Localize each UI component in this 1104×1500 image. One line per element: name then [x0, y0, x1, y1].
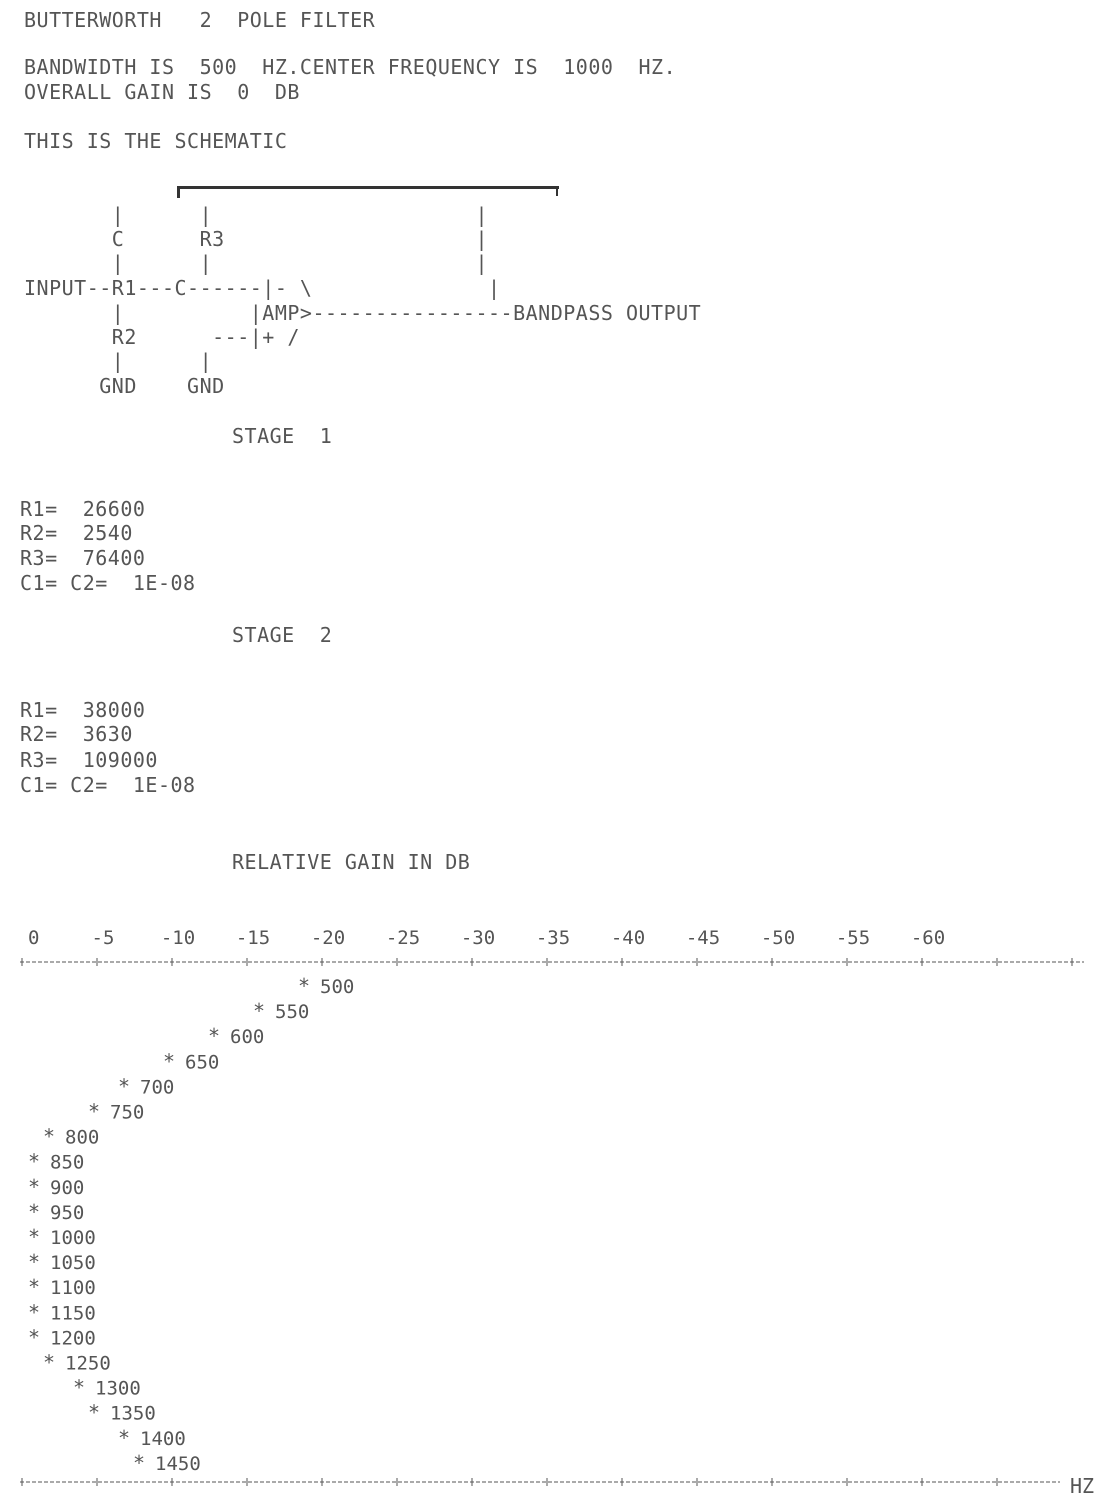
- x-tick-label: -50: [760, 927, 796, 949]
- data-point: [118, 1074, 174, 1098]
- bandwidth-line: BANDWIDTH IS 500 HZ.CENTER FREQUENCY IS 1000 HZ.: [24, 55, 677, 79]
- schematic-line: | |: [24, 349, 213, 373]
- point-marker: *: [253, 999, 266, 1024]
- point-marker: *: [88, 1400, 101, 1425]
- filter-title: BUTTERWORTH 2 POLE FILTER: [24, 8, 376, 32]
- data-point: [28, 1250, 96, 1274]
- point-marker: *: [28, 1300, 41, 1325]
- stage-1-heading: STAGE 1: [232, 424, 333, 448]
- point-frequency-label: 950: [50, 1201, 85, 1224]
- axis-rules: [20, 958, 1084, 1486]
- data-point: [28, 1150, 84, 1174]
- gain-line: OVERALL GAIN IS 0 DB: [24, 80, 300, 104]
- schematic-line: | |AMP>----------------BANDPASS OUTPUT: [24, 301, 702, 325]
- x-tick-label: -60: [910, 927, 946, 949]
- x-tick-label: -10: [160, 927, 196, 949]
- point-frequency-label: 1100: [50, 1277, 96, 1300]
- data-point: [298, 974, 354, 998]
- point-frequency-label: 1000: [50, 1227, 96, 1249]
- x-tick-label: -25: [385, 927, 421, 949]
- data-point: [73, 1376, 141, 1400]
- point-frequency-label: 1450: [155, 1452, 201, 1475]
- data-point: [163, 1049, 219, 1073]
- hz-unit-label: HZ: [1070, 1474, 1095, 1498]
- point-frequency-label: 650: [185, 1051, 220, 1074]
- point-marker: *: [88, 1099, 101, 1124]
- data-point: [253, 999, 309, 1023]
- point-frequency-label: 750: [110, 1101, 145, 1124]
- x-tick-label: -20: [310, 927, 346, 949]
- data-point: [43, 1125, 99, 1149]
- data-point: [88, 1100, 144, 1124]
- point-frequency-label: 1250: [65, 1352, 111, 1375]
- schematic-line: | | |: [24, 203, 489, 227]
- point-frequency-label: 700: [140, 1076, 175, 1099]
- point-frequency-label: 1300: [95, 1377, 141, 1400]
- plot-title: RELATIVE GAIN IN DB: [232, 850, 471, 874]
- data-point: [43, 1351, 111, 1375]
- point-marker: *: [43, 1124, 56, 1149]
- point-frequency-label: 1200: [50, 1327, 96, 1350]
- point-frequency-label: 1150: [50, 1302, 96, 1325]
- point-marker: *: [163, 1049, 176, 1074]
- data-point: [28, 1225, 96, 1249]
- stage-2-r1: R1= 38000: [20, 698, 146, 722]
- point-marker: *: [208, 1024, 221, 1049]
- point-marker: *: [73, 1375, 86, 1400]
- stage-2-capacitors: C1= C2= 1E-08: [20, 773, 196, 797]
- point-frequency-label: 600: [230, 1026, 265, 1049]
- x-tick-label: -5: [91, 927, 115, 949]
- point-frequency-label: 900: [50, 1176, 85, 1199]
- point-marker: *: [28, 1325, 41, 1350]
- data-point: [28, 1200, 84, 1224]
- schematic-line: INPUT--R1---C------|- \ |: [24, 276, 501, 300]
- stage-2-heading: STAGE 2: [232, 623, 333, 647]
- stage-1-r3: R3= 76400: [20, 546, 146, 570]
- data-point: [208, 1024, 264, 1048]
- x-tick-label: -55: [835, 927, 871, 949]
- x-tick-labels: [28, 927, 945, 949]
- point-frequency-label: 550: [275, 1001, 310, 1024]
- point-marker: *: [133, 1450, 146, 1475]
- point-marker: *: [298, 974, 311, 998]
- schematic-line: | | |: [24, 251, 489, 275]
- point-frequency-label: 1050: [50, 1252, 96, 1275]
- point-marker: *: [28, 1225, 41, 1249]
- data-point: [28, 1175, 84, 1199]
- point-marker: *: [118, 1425, 131, 1450]
- x-tick-label: -45: [685, 927, 721, 949]
- x-tick-label: -30: [460, 927, 496, 949]
- data-point: [88, 1401, 156, 1425]
- stage-2-r2: R2= 3630: [20, 722, 133, 746]
- schematic-line: R2 ---|+ /: [24, 325, 300, 349]
- point-marker: *: [43, 1350, 56, 1375]
- data-point: [28, 1275, 96, 1299]
- point-frequency-label: 800: [65, 1126, 100, 1149]
- point-marker: *: [28, 1250, 41, 1275]
- data-point: [118, 1426, 186, 1450]
- point-marker: *: [28, 1275, 41, 1300]
- point-marker: *: [28, 1149, 41, 1174]
- schematic-line: GND GND: [24, 374, 225, 398]
- point-marker: *: [118, 1074, 131, 1099]
- point-frequency-label: 1350: [110, 1402, 156, 1425]
- x-tick-label: -40: [610, 927, 646, 949]
- x-tick-label: 0: [28, 927, 40, 949]
- point-frequency-label: 1400: [140, 1427, 186, 1450]
- x-tick-label: -35: [535, 927, 571, 949]
- point-frequency-label: 500: [320, 976, 355, 998]
- schematic-line: C R3 |: [24, 227, 489, 251]
- stage-1-r1: R1= 26600: [20, 497, 146, 521]
- data-points: [28, 974, 354, 1475]
- data-point: [28, 1325, 96, 1349]
- x-tick-label: -15: [235, 927, 271, 949]
- data-point: [133, 1451, 201, 1475]
- schematic-heading: THIS IS THE SCHEMATIC: [24, 129, 288, 153]
- stage-2-r3: R3= 109000: [20, 748, 158, 772]
- point-marker: *: [28, 1199, 41, 1224]
- stage-1-capacitors: C1= C2= 1E-08: [20, 571, 196, 595]
- point-marker: *: [28, 1174, 41, 1199]
- stage-1-r2: R2= 2540: [20, 521, 133, 545]
- point-frequency-label: 850: [50, 1151, 85, 1174]
- data-point: [28, 1300, 96, 1324]
